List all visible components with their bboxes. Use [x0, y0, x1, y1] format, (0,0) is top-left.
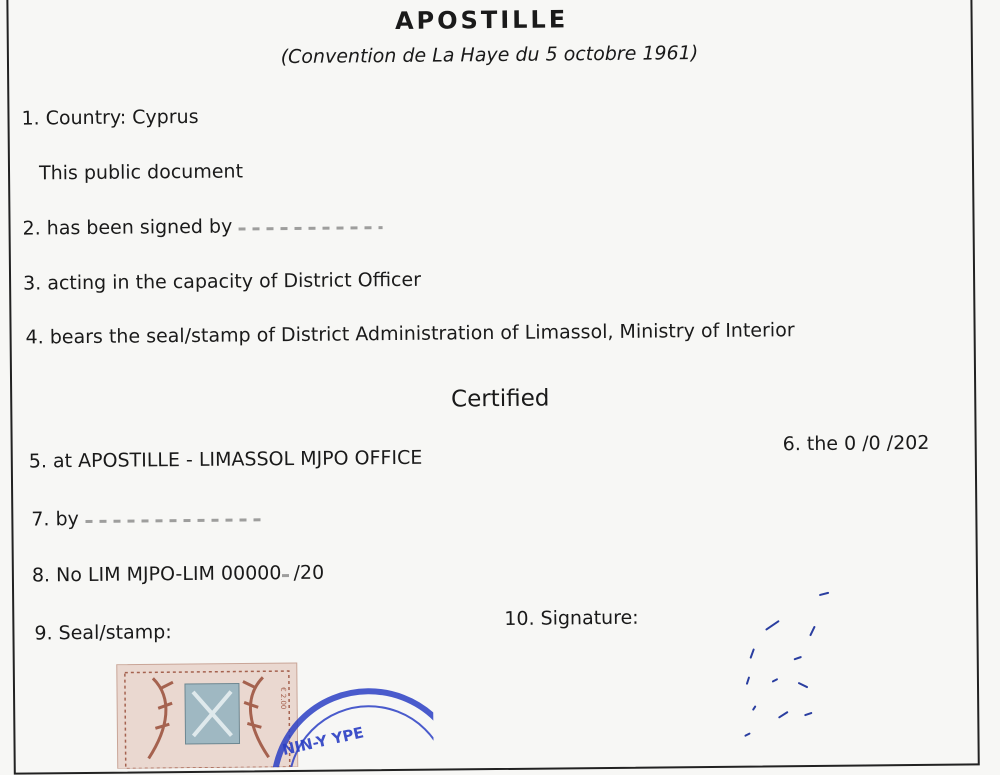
field-capacity: 3. acting in the capacity of District Officer — [22, 268, 422, 295]
signature-image — [732, 587, 854, 748]
svg-text:€ 2.00: € 2.00 — [278, 687, 288, 710]
field-seal-stamp: 9. Seal/stamp: — [34, 621, 172, 645]
seal-stamp-image — [113, 656, 434, 769]
field-date — [783, 432, 930, 455]
signed-by-label: 2. has been signed by — [22, 215, 233, 240]
field-signed-by — [22, 214, 382, 239]
number-redacted — [281, 562, 293, 584]
field-at-office: 5. at APOSTILLE - LIMASSOL MJPO OFFICE — [28, 446, 423, 473]
field-country: 1. Country: Cyprus — [21, 105, 199, 130]
field-signature: 10. Signature: — [504, 606, 639, 630]
field-number — [32, 562, 324, 587]
date-label: 6. the — [782, 432, 839, 456]
document-title: APOSTILLE — [394, 5, 569, 35]
date-value-partial: 0 /0 /202 — [843, 431, 930, 455]
field-certified-by — [31, 506, 262, 530]
certified-by-label: 7. by — [31, 508, 79, 531]
certified-heading: Certified — [450, 385, 550, 413]
round-stamp-text: NIN-Y YPE — [280, 723, 366, 759]
signed-by-name-redacted — [238, 214, 383, 237]
field-seal-bears: 4. bears the seal/stamp of District Administration of Limassol, Ministry of Interior — [25, 319, 795, 349]
number-suffix: /20 — [293, 561, 325, 584]
document-subtitle: (Convention de La Haye du 5 octobre 1961) — [280, 42, 699, 69]
public-document-text: This public document — [38, 160, 244, 185]
number-prefix: 8. No LIM MJPO-LIM 00000 — [31, 562, 282, 587]
certified-by-name-redacted — [85, 506, 262, 530]
